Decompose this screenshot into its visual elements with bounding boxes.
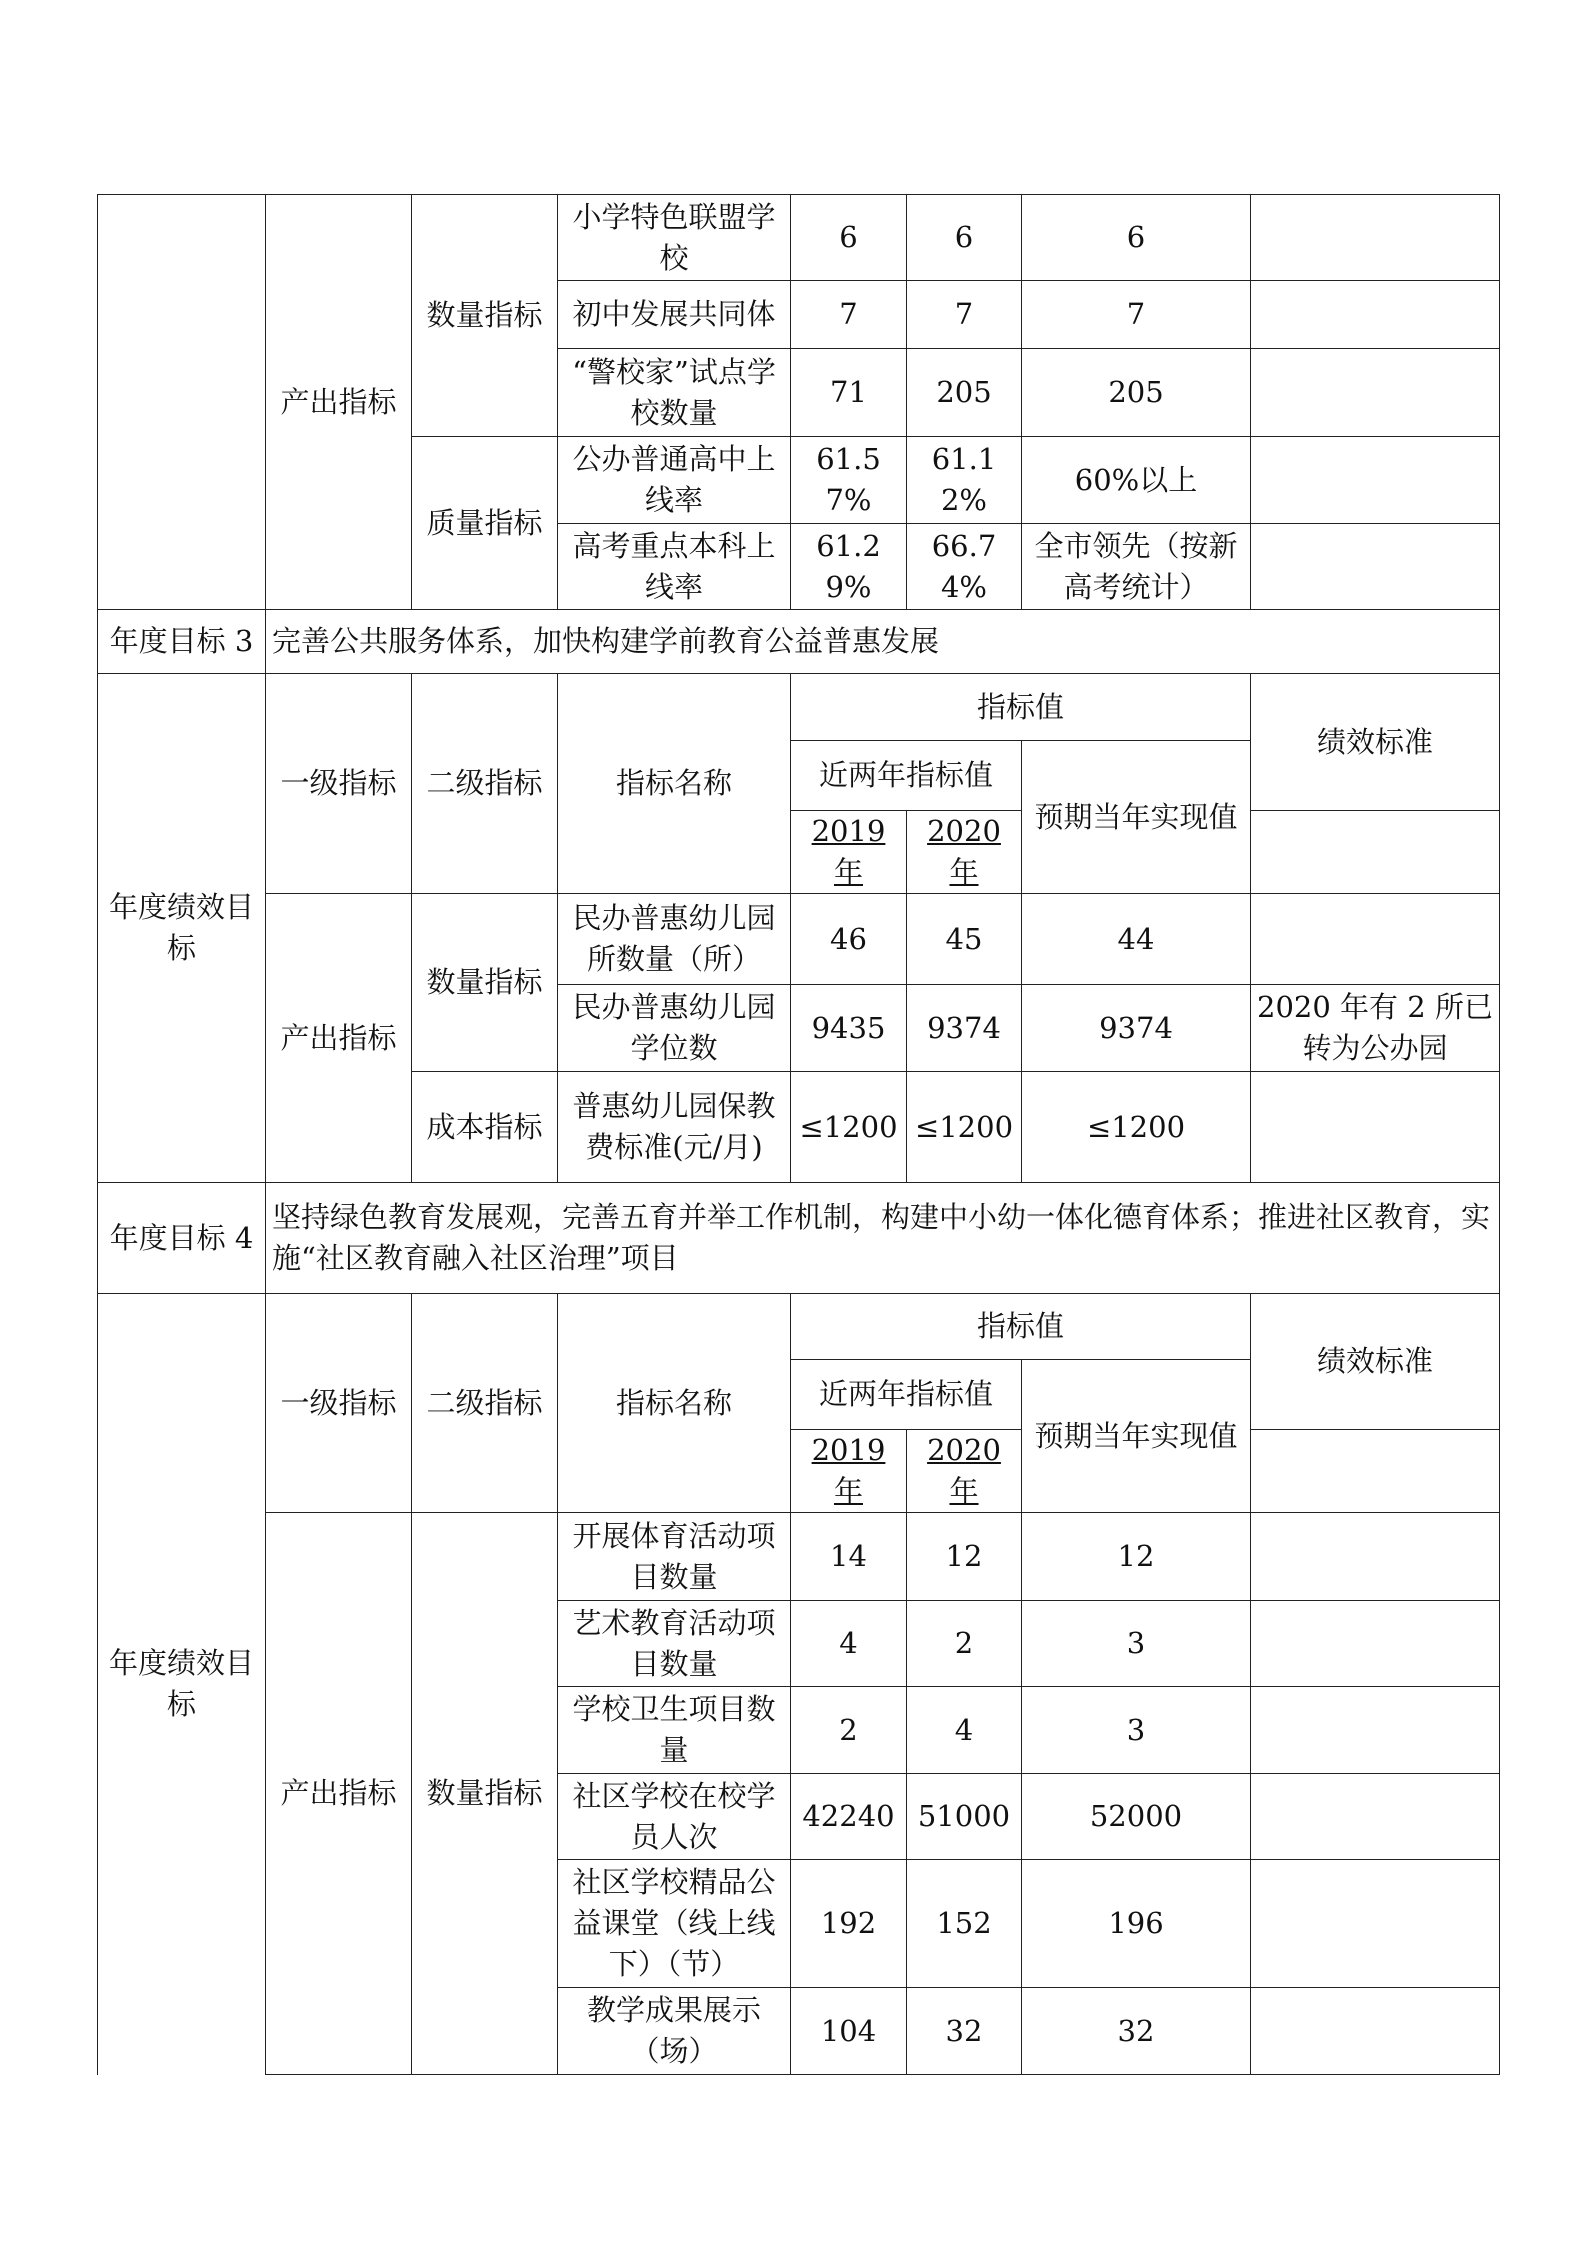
continuation-goal-cell — [98, 195, 266, 610]
header-year-2020: 2020 年 — [907, 1430, 1022, 1513]
standard-cell — [1251, 437, 1500, 524]
expected-value-cell: 3 — [1022, 1601, 1251, 1687]
header-past-two-years: 近两年指标值 — [791, 741, 1022, 811]
level2-cell: 数量指标 — [412, 1513, 558, 2075]
standard-cell — [1251, 1601, 1500, 1687]
indicator-name-cell: 教学成果展示（场） — [558, 1988, 791, 2075]
expected-value-cell: 32 — [1022, 1988, 1251, 2075]
header-level2: 二级指标 — [412, 674, 558, 894]
standard-cell: 2020 年有 2 所已转为公办园 — [1251, 985, 1500, 1072]
header-row — [98, 1294, 1500, 1360]
value-2020-cell: ≤1200 — [907, 1072, 1022, 1183]
goal-text: 完善公共服务体系，加快构建学前教育公益普惠发展 — [266, 610, 1500, 674]
value-2019-cell: 42240 — [791, 1774, 907, 1860]
header-performance-standard: 绩效标准 — [1251, 674, 1500, 811]
value-2020-cell: 61.12% — [907, 437, 1022, 524]
value-2019-cell: 14 — [791, 1513, 907, 1601]
standard-cell — [1251, 894, 1500, 985]
level1-cell: 产出指标 — [266, 195, 412, 610]
value-2020-cell: 152 — [907, 1860, 1022, 1988]
expected-value-cell: 52000 — [1022, 1774, 1251, 1860]
indicator-name-cell: 初中发展共同体 — [558, 281, 791, 349]
value-2020-cell: 12 — [907, 1513, 1022, 1601]
indicator-name-cell: “警校家”试点学校数量 — [558, 349, 791, 437]
header-standard-empty — [1251, 1430, 1500, 1513]
header-expected-current: 预期当年实现值 — [1022, 741, 1251, 894]
value-2020-cell: 4 — [907, 1687, 1022, 1774]
value-2020-cell: 51000 — [907, 1774, 1022, 1860]
standard-cell — [1251, 281, 1500, 349]
value-2020-cell: 6 — [907, 195, 1022, 281]
header-indicator-name: 指标名称 — [558, 1294, 791, 1513]
goal-text: 坚持绿色教育发展观，完善五育并举工作机制，构建中小幼一体化德育体系；推进社区教育，实施“社区教育融入社区治理”项目 — [266, 1183, 1500, 1294]
expected-value-cell: 196 — [1022, 1860, 1251, 1988]
value-2019-cell: 7 — [791, 281, 907, 349]
standard-cell — [1251, 1687, 1500, 1774]
level2-cell: 质量指标 — [412, 437, 558, 610]
expected-value-cell: 全市领先（按新高考统计） — [1022, 524, 1251, 610]
indicator-name-cell: 社区学校精品公益课堂（线上线下）（节） — [558, 1860, 791, 1988]
level1-cell: 产出指标 — [266, 894, 412, 1183]
annual-performance-goal-cell: 年度绩效目标 — [98, 1294, 266, 2075]
level2-cell: 数量指标 — [412, 894, 558, 1072]
value-2019-cell: 192 — [791, 1860, 907, 1988]
value-2019-cell: 9435 — [791, 985, 907, 1072]
indicator-name-cell: 公办普通高中上线率 — [558, 437, 791, 524]
value-2020-cell: 2 — [907, 1601, 1022, 1687]
indicator-name-cell: 民办普惠幼儿园学位数 — [558, 985, 791, 1072]
table-row — [98, 894, 1500, 985]
expected-value-cell: ≤1200 — [1022, 1072, 1251, 1183]
header-standard-empty — [1251, 811, 1500, 894]
value-2020-cell: 45 — [907, 894, 1022, 985]
header-year-2019: 2019 年 — [791, 811, 907, 894]
expected-value-cell: 9374 — [1022, 985, 1251, 1072]
value-2019-cell: 4 — [791, 1601, 907, 1687]
performance-goals-table — [97, 194, 1500, 2075]
indicator-name-cell: 社区学校在校学员人次 — [558, 1774, 791, 1860]
value-2020-cell: 205 — [907, 349, 1022, 437]
indicator-name-cell: 民办普惠幼儿园所数量（所） — [558, 894, 791, 985]
indicator-name-cell: 开展体育活动项目数量 — [558, 1513, 791, 1601]
level2-cell: 成本指标 — [412, 1072, 558, 1183]
table-row — [98, 1513, 1500, 1601]
value-2020-cell: 7 — [907, 281, 1022, 349]
expected-value-cell: 44 — [1022, 894, 1251, 985]
header-indicator-name: 指标名称 — [558, 674, 791, 894]
goal-label: 年度目标 4 — [98, 1183, 266, 1294]
header-level1: 一级指标 — [266, 1294, 412, 1513]
value-2019-cell: 71 — [791, 349, 907, 437]
level2-cell: 数量指标 — [412, 195, 558, 437]
header-expected-current: 预期当年实现值 — [1022, 1360, 1251, 1513]
goal-row — [98, 610, 1500, 674]
header-indicator-value: 指标值 — [791, 1294, 1251, 1360]
indicator-name-cell: 高考重点本科上线率 — [558, 524, 791, 610]
standard-cell — [1251, 1860, 1500, 1988]
expected-value-cell: 205 — [1022, 349, 1251, 437]
indicator-name-cell: 艺术教育活动项目数量 — [558, 1601, 791, 1687]
expected-value-cell: 60%以上 — [1022, 437, 1251, 524]
standard-cell — [1251, 1072, 1500, 1183]
standard-cell — [1251, 1774, 1500, 1860]
header-year-2020: 2020 年 — [907, 811, 1022, 894]
standard-cell — [1251, 524, 1500, 610]
header-row — [98, 674, 1500, 741]
value-2020-cell: 66.74% — [907, 524, 1022, 610]
header-year-2019: 2019 年 — [791, 1430, 907, 1513]
value-2019-cell: 61.57% — [791, 437, 907, 524]
value-2020-cell: 32 — [907, 1988, 1022, 2075]
standard-cell — [1251, 195, 1500, 281]
value-2019-cell: 46 — [791, 894, 907, 985]
value-2019-cell: 6 — [791, 195, 907, 281]
indicator-name-cell: 普惠幼儿园保教费标准(元/月) — [558, 1072, 791, 1183]
standard-cell — [1251, 349, 1500, 437]
header-performance-standard: 绩效标准 — [1251, 1294, 1500, 1430]
value-2020-cell: 9374 — [907, 985, 1022, 1072]
value-2019-cell: 2 — [791, 1687, 907, 1774]
value-2019-cell: ≤1200 — [791, 1072, 907, 1183]
value-2019-cell: 104 — [791, 1988, 907, 2075]
header-past-two-years: 近两年指标值 — [791, 1360, 1022, 1430]
header-level2: 二级指标 — [412, 1294, 558, 1513]
indicator-name-cell: 小学特色联盟学校 — [558, 195, 791, 281]
header-indicator-value: 指标值 — [791, 674, 1251, 741]
goal-row — [98, 1183, 1500, 1294]
value-2019-cell: 61.29% — [791, 524, 907, 610]
table-row — [98, 195, 1500, 281]
standard-cell — [1251, 1988, 1500, 2075]
expected-value-cell: 7 — [1022, 281, 1251, 349]
expected-value-cell: 12 — [1022, 1513, 1251, 1601]
indicator-name-cell: 学校卫生项目数量 — [558, 1687, 791, 1774]
expected-value-cell: 3 — [1022, 1687, 1251, 1774]
expected-value-cell: 6 — [1022, 195, 1251, 281]
annual-performance-goal-cell: 年度绩效目标 — [98, 674, 266, 1183]
standard-cell — [1251, 1513, 1500, 1601]
level1-cell: 产出指标 — [266, 1513, 412, 2075]
goal-label: 年度目标 3 — [98, 610, 266, 674]
header-level1: 一级指标 — [266, 674, 412, 894]
